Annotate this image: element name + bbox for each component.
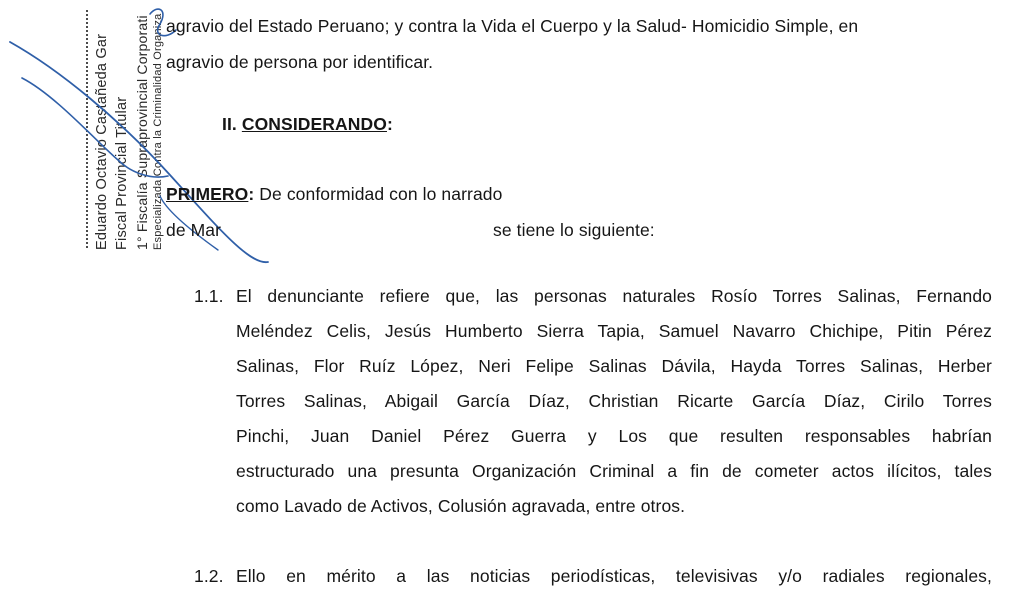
primero-paragraph (166, 184, 502, 204)
primero-line2-start: de Mar (166, 220, 222, 240)
item-number: 1.2. (194, 566, 224, 586)
handwritten-signature (0, 0, 290, 290)
item-line: El denunciante refiere que, las personas naturales Rosío Torres Salinas, Fernando (236, 286, 992, 306)
primero-label: PRIMERO (166, 184, 249, 204)
primero-text: De conformidad con lo narrado (259, 184, 503, 204)
section-number: II. (222, 114, 237, 134)
item-line: Ello en mérito a las noticias periodísticas, televisivas y/o radiales regionales, (236, 566, 992, 586)
item-line: como Lavado de Activos, Colusión agravada, entre otros. (236, 496, 686, 516)
seal-office-detail: Especializada Contra la Criminalidad Organiza (152, 13, 164, 250)
section-heading (222, 114, 393, 134)
item-line: estructurado una presunta Organización Criminal a fin de cometer actos ilícitos, tales (236, 461, 992, 481)
paragraph-line: agravio del Estado Peruano; y contra la Vida el Cuerpo y la Salud- Homicidio Simple, en (166, 16, 859, 36)
seal-name: Eduardo Octavio Castañeda Gar (94, 33, 110, 250)
item-line: Meléndez Celis, Jesús Humberto Sierra Tapia, Samuel Navarro Chichipe, Pitin Pérez (236, 321, 992, 341)
section-colon: : (386, 114, 393, 134)
seal-office: 1° Fiscalía Supraprovincial Corporati (134, 15, 150, 250)
item-line: Pinchi, Juan Daniel Pérez Guerra y Los que resulten responsables habrían (236, 426, 992, 446)
paragraph-line: agravio de persona por identificar. (166, 52, 434, 72)
redacted-area (232, 214, 482, 238)
item-line: Salinas, Flor Ruíz López, Neri Felipe Salinas Dávila, Hayda Torres Salinas, Herber (236, 356, 992, 376)
seal-title: Fiscal Provincial Titular (114, 96, 130, 250)
primero-colon: : (248, 184, 255, 204)
item-number: 1.1. (194, 286, 224, 306)
item-line: Torres Salinas, Abigail García Díaz, Christian Ricarte García Díaz, Cirilo Torres (236, 391, 992, 411)
primero-line2-end: se tiene lo siguiente: (493, 220, 655, 240)
section-title: CONSIDERANDO (241, 114, 387, 134)
